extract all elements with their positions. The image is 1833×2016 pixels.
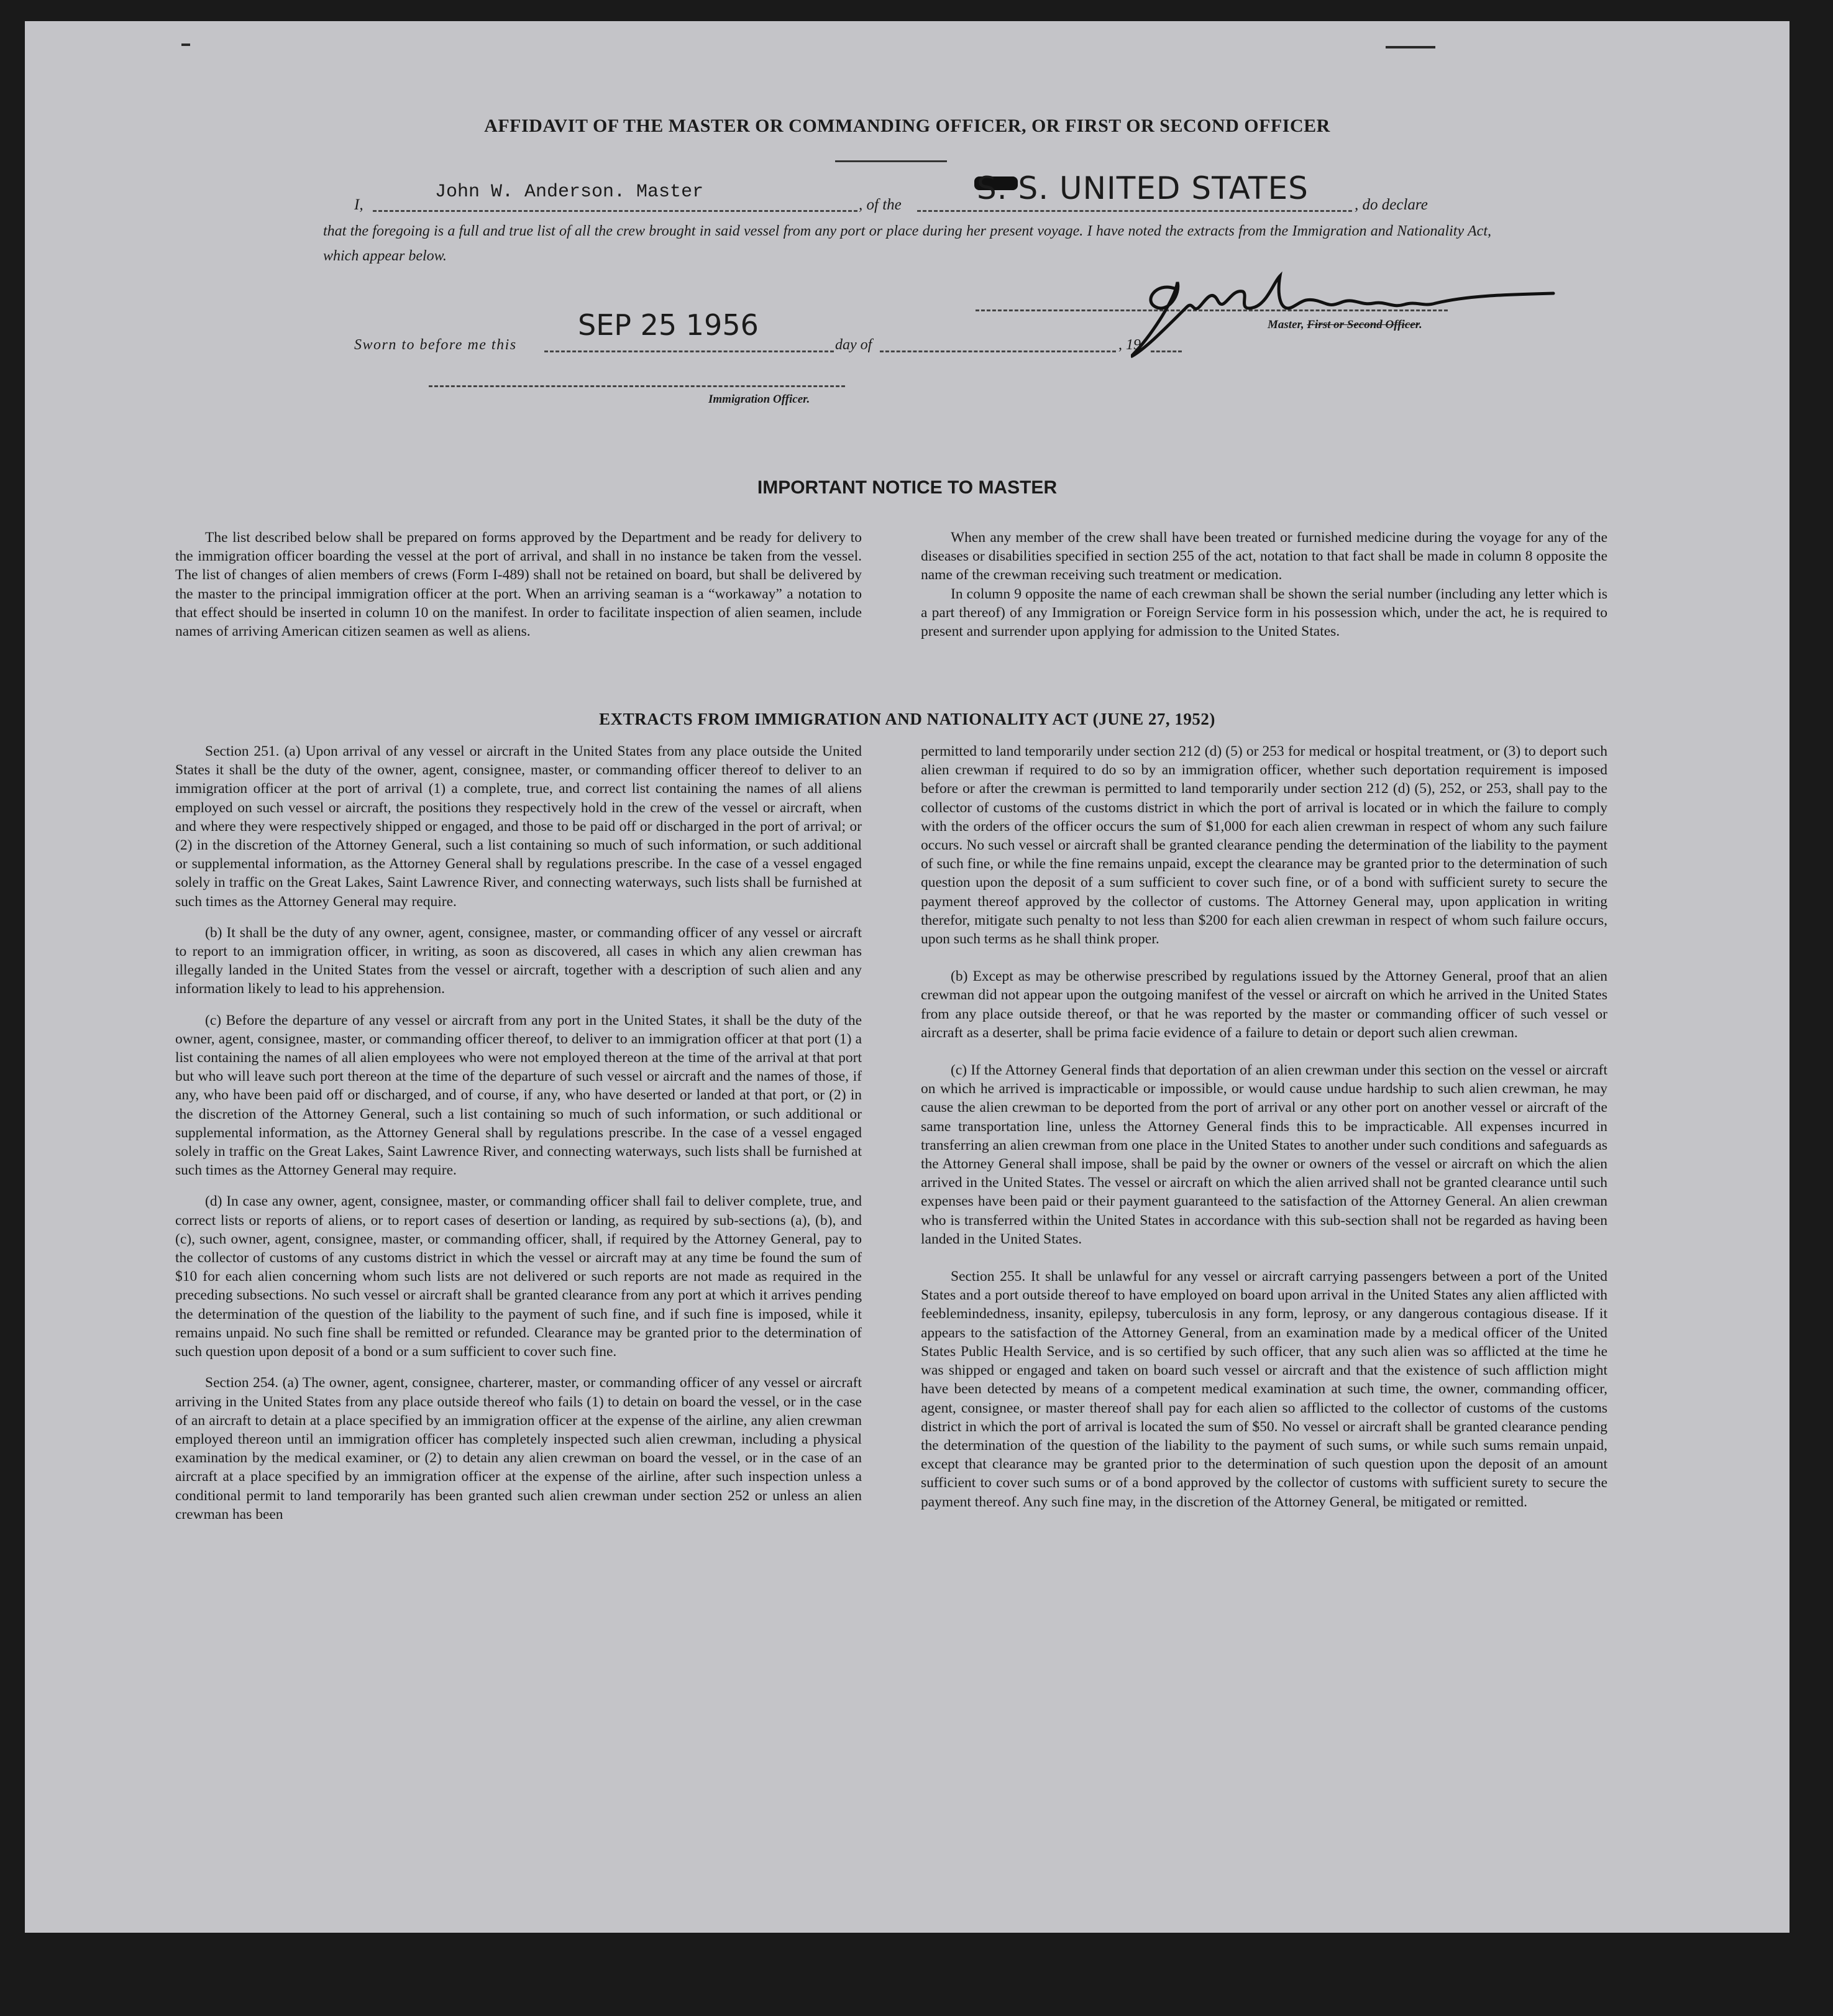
- section-254c: (c) If the Attorney General finds that deportation of an alien crewman under this section on the vessel or aircraft on which he arrived is impracticable or impossible, or would cause undue hardship to such alien crewman, he may cause the alien crewman to be deported from the port of arrival or any other port on another vessel or aircraft of the same transportation line, unless the Attorney General finds this to be impracticable. All expenses incurred in transferring an alien crewman from one place in the United States to another under such conditions and safeguards as the Attorney General shall impose, shall be paid by the owner or owners of the vessel or aircraft on which the alien arrived in the United States. The vessel or aircraft on which the alien arrived shall not be granted clearance until such expenses have been paid or their payment guaranteed to the satisfaction of the Attorney General. An alien crewman who is transferred within the United States in accordance with this sub-section shall not be regarded as having been landed in the United States.: [921, 1062, 1607, 1247]
- declarant-name: John W. Anderson. Master: [435, 181, 704, 203]
- extracts-title: EXTRACTS FROM IMMIGRATION AND NATIONALITY ACT (JUNE 27, 1952): [599, 710, 1215, 728]
- scan-mark: [1386, 46, 1435, 48]
- title-rule: [835, 160, 947, 162]
- year-line: [1151, 351, 1182, 352]
- section-251c: (c) Before the departure of any vessel or aircraft from any port in the United States, it shall be the duty of the owner, agent, consignee, master, or commanding officer thereof, to deliver to an immigration officer at that port (1) a list containing the names of all alien employees who were not employed thereon at the time of the arrival at that port but who will leave such port thereon at the time of the departure of such vessel or aircraft and the names of those, if any, who have been paid off or discharged, and of course, if any, who have deserted or landed at that port, or (2) in the discretion of the Attorney General, such a list containing so much of such information, or such additional or supplemental information, as the Attorney General shall by regulations prescribe. In the case of a vessel engaged solely in traffic on the Great Lakes, Saint Lawrence River, and connecting waterways, such lists shall be furnished at such times as the Attorney General may require.: [175, 1012, 862, 1179]
- officer-line: [429, 385, 845, 387]
- of-the-label: , of the: [859, 196, 902, 213]
- document-page: [25, 21, 1790, 1933]
- i-label: I,: [354, 196, 363, 213]
- section-254a-cont: permitted to land temporarily under section 212 (d) (5) or 253 for medical or hospital treatment, or (3) to deport such alien crewman if required to do so by an immigration officer, whether such deportation requirement is imposed before or after the crewman is permitted to land temporarily under section 212 (d) (5), 252, or 253, shall pay to the collector of customs of the customs district in which the port of arrival is located or in which the failure to comply with the orders of the officer occurs the sum of $1,000 for each alien crewman in respect of whom any such failure occurs. No such vessel or aircraft shall be granted clearance pending the determination of the liability to the payment of such fine, or while the fine remains unpaid, except the clearance may be granted prior to the determination of such question upon the deposit of a sum sufficient to cover such fine, or of a bond with sufficient surety to secure the payment thereof approved by the collector of customs. The Attorney General may, upon application in writing therefor, mitigate such penalty to not less than $200 for each alien crewman in respect of whom such failure occurs, upon such terms as he shall think proper.: [921, 743, 1607, 948]
- vessel-line: [917, 210, 1352, 212]
- notice-left-paragraph: The list described below shall be prepared on forms approved by the Department and be ready for delivery to the immigration officer boarding the vessel at the port of arrival, and shall in no instance be taken from the vessel. The list of changes of alien members of crews (Form I-489) shall not be retained on board, but shall be delivered by the master to the principal immigration officer at the port. When an arriving seaman is a “workaway” a notation to that effect should be inserted in column 10 on the manifest. In order to facilitate inspection of alien seamen, include names of arriving American citizen seamen as well as aliens.: [175, 529, 862, 640]
- section-254a: Section 254. (a) The owner, agent, consignee, charterer, master, or commanding officer of any vessel or aircraft arriving in the United States from any place outside thereof who fails (1) to detain on board the vessel, or in the case of an aircraft to detain at a place specified by an immigration officer at the expense of the airline, any alien crewman employed thereon until an immigration officer has completely inspected such alien crewman, including a physical examination by the medical examiner, or (2) to detain any alien crewman on board the vessel, or in the case of an aircraft at a place specified by an immigration officer at the expense of the airline, after such inspection unless a conditional permit to land temporarily has been granted such alien crewman under section 252 or unless an alien crewman has been: [175, 1375, 862, 1523]
- do-declare-label: , do declare: [1355, 196, 1428, 213]
- section-251b: (b) It shall be the duty of any owner, agent, consignee, master, or commanding officer of any vessel or aircraft to report to an immigration officer, in writing, as soon as discovered, all cases in which any alien crewman has illegally landed in the United States from the vessel or aircraft, together with a description of such alien and any information likely to lead to his apprehension.: [175, 924, 862, 997]
- extracts-right-column: [921, 742, 1607, 1511]
- day-of-label: day of: [835, 337, 872, 353]
- signature-role: [1268, 318, 1422, 332]
- role-struck: First or Second Officer: [1307, 318, 1420, 331]
- month-line: [880, 351, 1116, 352]
- declaration-text: that the foregoing is a full and true list of all the crew brought in said vessel from any port or place during her present voyage. I have noted the extracts from the Immigration and Nationality Act, which appear below.: [323, 223, 1491, 264]
- notice-right-column: [921, 528, 1607, 641]
- notice-right-paragraph-2: In column 9 opposite the name of each crewman shall be shown the serial number (including any letter which is a part thereof) of any Immigration or Foreign Service form in his possession which, under the act, he is required to present and surrender upon applying for admission to the United States.: [921, 585, 1607, 640]
- extracts-left-column: [175, 742, 862, 1524]
- declarant-line: [373, 210, 857, 212]
- immigration-officer-label: Immigration Officer.: [708, 393, 810, 406]
- sworn-day-line: [544, 351, 834, 352]
- sworn-date-stamp: SEP 25 1956: [578, 308, 759, 342]
- role-master: Master,: [1268, 318, 1304, 331]
- notice-left-column: [175, 528, 862, 641]
- notice-right-paragraph-1: When any member of the crew shall have been treated or furnished medicine during the voyage for any of the diseases or disabilities specified in section 255 of the act, notation to that fact shall be made in column 8 opposite the name of the crewman receiving such treatment or medication.: [921, 529, 1607, 584]
- section-251a: Section 251. (a) Upon arrival of any vessel or aircraft in the United States from any place outside the United States it shall be the duty of the owner, agent, consignee, master, or commanding officer thereof to deliver to an immigration officer at the port of arrival (1) a complete, true, and correct list containing the names of all aliens employed on such vessel or aircraft, the positions they respectively hold in the crew of the vessel or aircraft, when and where they were respectively shipped or engaged, and those to be paid off or discharged in the port of arrival; or (2) in the discretion of the Attorney General, such a list containing so much of such information, or such additional or supplemental information, as the Attorney General shall by regulations prescribe. In the case of a vessel engaged solely in traffic on the Great Lakes, Saint Lawrence River, and connecting waterways, such lists shall be furnished at such times as the Attorney General may require.: [175, 743, 862, 910]
- scan-mark: [181, 44, 190, 46]
- role-end: .: [1419, 318, 1422, 331]
- section-251d: (d) In case any owner, agent, consignee, master, or commanding officer shall fail to deliver complete, true, and correct lists or reports of aliens, or to report cases of desertion or landing, as required by sub-sections (a), (b), and (c), such owner, agent, consignee, master, or commanding officer, shall, if required by the Attorney General, pay to the collector of customs of any customs district in which the vessel or aircraft may at any time be found the sum of $10 for each alien concerning whom such lists are not delivered or such reports are not made as required in the preceding subsections. No such vessel or aircraft shall be granted clearance from any port at which it arrives pending the determination of the question of the liability to the payment of such fine, and if such fine is imposed, while it remains unpaid. No such fine shall be remitted or refunded. Clearance may be granted prior to the determination of such question upon deposit of a bond or a sum sufficient to cover such fine.: [175, 1193, 862, 1360]
- section-255: Section 255. It shall be unlawful for any vessel or aircraft carrying passengers between a port of the United States and a port outside thereof to have employed on board upon arrival in the United States any alien afflicted with feeblemindedness, insanity, epilepsy, tuberculosis in any form, leprosy, or any dangerous contagious disease. If it appears to the satisfaction of the Attorney General, from an examination made by a medical officer of the United States Public Health Service, and is so certified by such officer, that any such alien was so afflicted at the time he was shipped or engaged and taken on board such vessel or aircraft and that the existence of such affliction might have been detected by means of a competent medical examination at such time, the owner, commanding officer, agent, consignee, or master thereof shall pay for each alien so afflicted to the collector of customs of the customs district in which the port of arrival is located the sum of $50. No vessel or aircraft shall be granted clearance pending the determination of the question of the liability to the payment of such sums, or while such sums remain unpaid, except that clearance may be granted prior to the determination of such question upon the deposit of an amount sufficient to cover such sums or of a bond approved by the collector of customs with sufficient surety to secure the payment thereof. Any such fine may, in the discretion of the Attorney General, be mitigated or remitted.: [921, 1268, 1607, 1510]
- section-254b: (b) Except as may be otherwise prescribed by regulations issued by the Attorney General, proof that an alien crewman did not appear upon the outgoing manifest of the vessel or aircraft on which he arrived in the United States from any place outside thereof, or that he was reported by the master or commanding officer of such vessel or aircraft as a deserter, shall be prima facie evidence of a failure to detain or deport such alien crewman.: [921, 968, 1607, 1041]
- notice-title: IMPORTANT NOTICE TO MASTER: [757, 477, 1058, 498]
- affidavit-title: AFFIDAVIT OF THE MASTER OR COMMANDING OFFICER, OR FIRST OR SECOND OFFICER: [484, 116, 1330, 136]
- sworn-label: Sworn to before me this: [354, 337, 517, 353]
- vessel-name: S. S. UNITED STATES: [977, 170, 1309, 206]
- year-prefix: , 19: [1118, 337, 1141, 353]
